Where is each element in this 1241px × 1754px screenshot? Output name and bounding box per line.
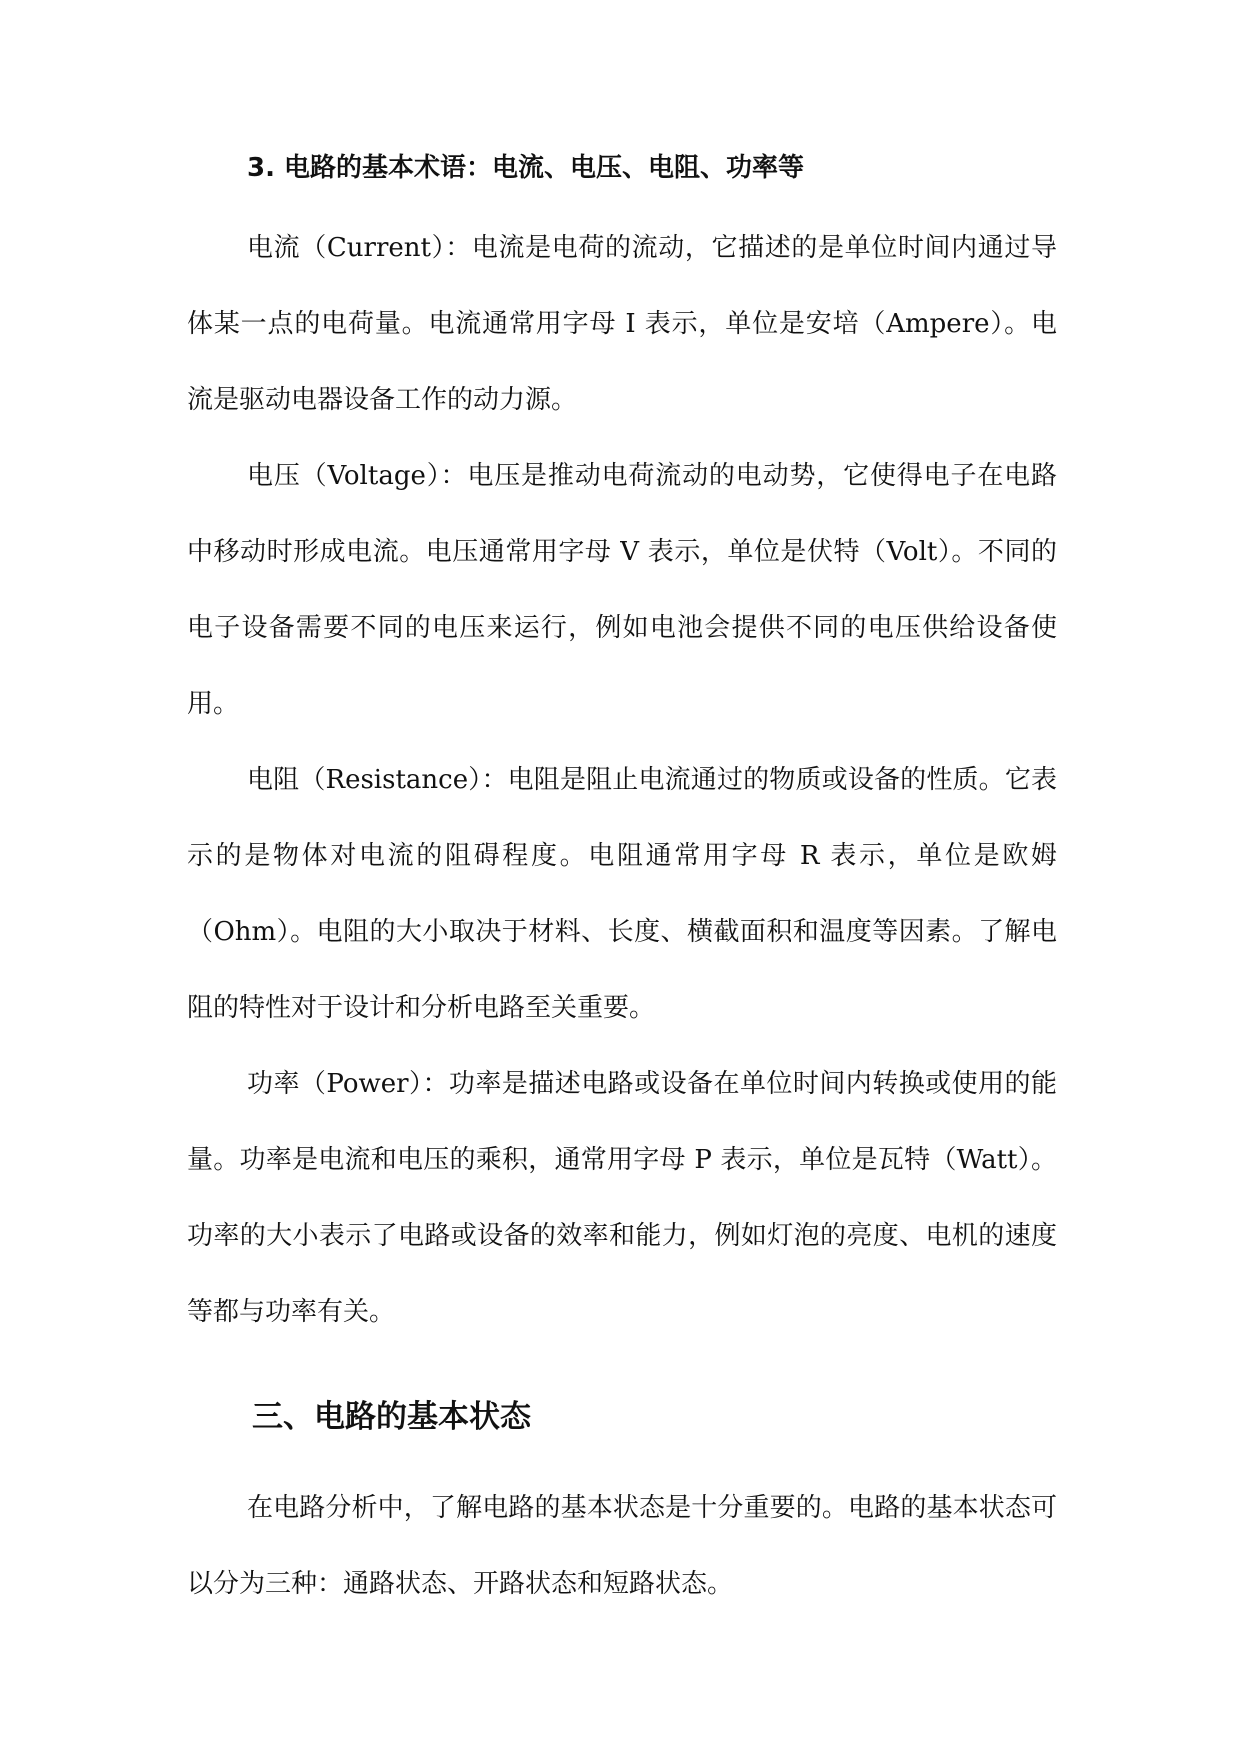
section-title-basic-states: 三、电路的基本状态 <box>252 1399 531 1435</box>
paragraph-power: 功率（Power）：功率是描述电路或设备在单位时间内转换或使用的能量。功率是电流和电压的乘积，通常用字母 P 表示，单位是瓦特（Watt）。功率的大小表示了电路或设备的效率和能力，例如灯泡的亮度、电机的速度等都与功率有关。 <box>187 1069 1057 1327</box>
paragraph-current: 电流（Current）：电流是电荷的流动，它描述的是单位时间内通过导体某一点的电荷量。电流通常用字母 I 表示，单位是安培（Ampere）。电流是驱动电器设备工作的动力源。 <box>187 233 1057 415</box>
paragraph-resistance: 电阻（Resistance）：电阻是阻止电流通过的物质或设备的性质。它表示的是物体对电流的阻碍程度。电阻通常用字母 R 表示，单位是欧姆（Ohm）。电阻的大小取决于材料、长度、横截面积和温度等因素。了解电阻的特性对于设计和分析电路至关重要。 <box>187 765 1057 1023</box>
paragraph-basic-states: 在电路分析中，了解电路的基本状态是十分重要的。电路的基本状态可以分为三种：通路状态、开路状态和短路状态。 <box>187 1493 1057 1599</box>
subheading-basic-terms: 3. 电路的基本术语：电流、电压、电阻、功率等 <box>247 153 805 183</box>
paragraph-voltage: 电压（Voltage）：电压是推动电荷流动的电动势，它使得电子在电路中移动时形成电流。电压通常用字母 V 表示，单位是伏特（Volt）。不同的电子设备需要不同的电压来运行，例如电池会提供不同的电压供给设备使用。 <box>187 461 1057 719</box>
